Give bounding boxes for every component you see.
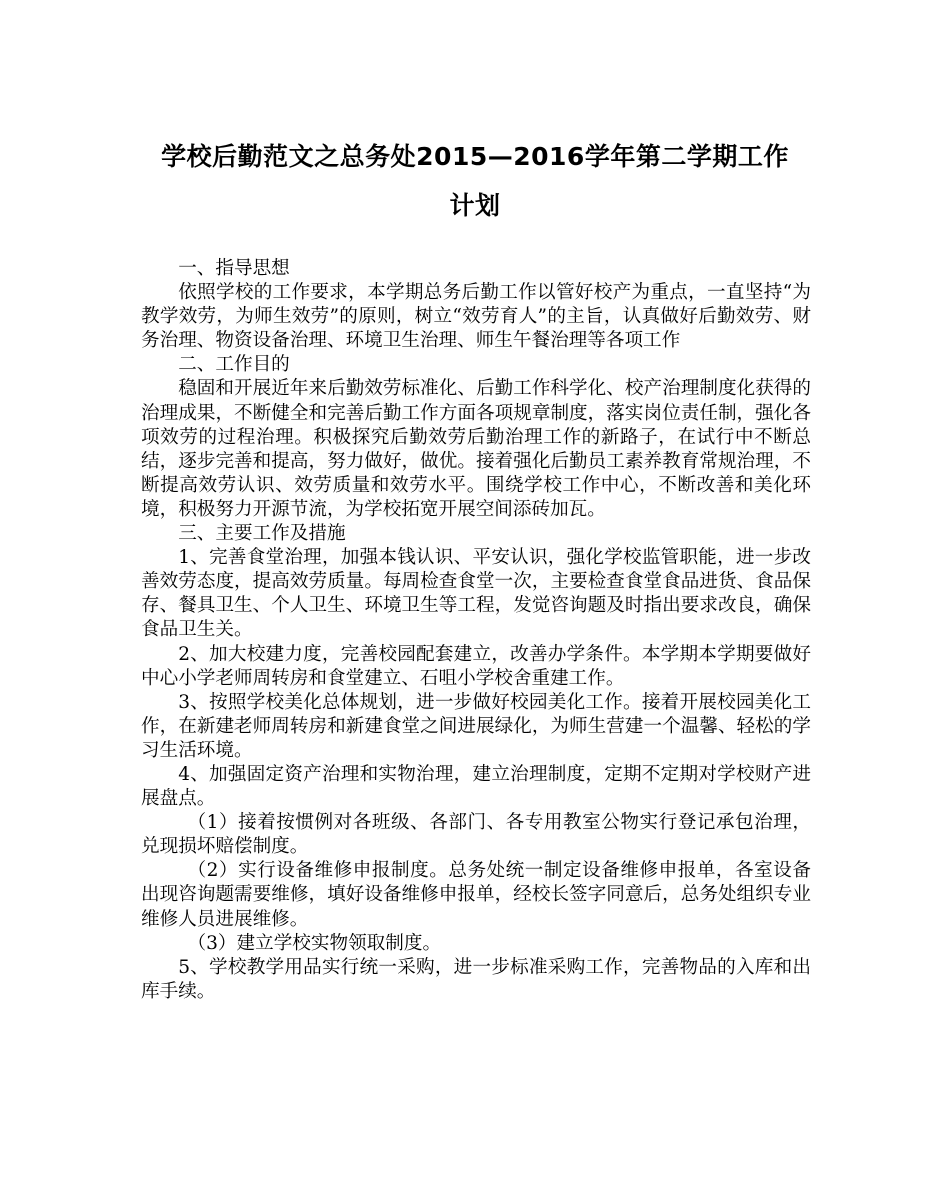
section-heading-guiding-idea: 一、指导思想 bbox=[178, 258, 290, 279]
title-line-1: 学校后勤范文之总务处2015—2016学年第二学期工作 bbox=[161, 142, 789, 171]
paragraph-guiding-idea: 依照学校的工作要求，本学期总务后勤工作以管好校产为重点，一直坚持“为教学效劳，为师生效劳”的原则，树立“效劳育人”的主旨，认真做好后勤效劳、财务治理、物资设备治理、环境卫生治理、师生午餐治理等各项工作 bbox=[141, 282, 811, 352]
paragraph-item-2: 2、加大校建力度，完善校园配套建立，改善办学条件。本学期本学期要做好中心小学老师周转房和食堂建立、石咀小学校舍重建工作。 bbox=[141, 643, 811, 689]
document-body bbox=[141, 257, 811, 1004]
paragraph-work-goal: 稳固和开展近年来后勤效劳标准化、后勤工作科学化、校产治理制度化获得的治理成果，不断健全和完善后勤工作方面各项规章制度，落实岗位责任制，强化各项效劳的过程治理。积极探究后勤效劳后勤治理工作的新路子，在试行中不断总结，逐步完善和提高，努力做好，做优。接着强化后勤员工素养教育常规治理，不断提高效劳认识、效劳质量和效劳水平。围绕学校工作中心，不断改善和美化环境，积极努力开源节流，为学校拓宽开展空间添砖加瓦。 bbox=[141, 378, 811, 520]
paragraph-item-5: 5、学校教学用品实行统一采购，进一步标准采购工作，完善物品的入库和出库手续。 bbox=[141, 956, 811, 1002]
section-heading-work-goal: 二、工作目的 bbox=[178, 354, 290, 376]
section-heading-main-work: 三、主要工作及措施 bbox=[178, 523, 346, 545]
document-title bbox=[0, 132, 950, 230]
title-line-2: 计划 bbox=[449, 191, 501, 220]
paragraph-item-1: 1、完善食堂治理，加强本钱认识、平安认识，强化学校监管职能，进一步改善效劳态度，提高效劳质量。每周检查食堂一次，主要检查食堂食品进货、食品保存、餐具卫生、个人卫生、环境卫生等工程，发觉咨询题及时指出要求改良，确保食品卫生关。 bbox=[141, 547, 811, 641]
paragraph-subitem-2: （2）实行设备维修申报制度。总务处统一制定设备维修申报单，各室设备出现咨询题需要维修，填好设备维修申报单，经校长签字同意后，总务处组织专业维修人员进展维修。 bbox=[141, 860, 811, 930]
paragraph-subitem-3: （3）建立学校实物领取制度。 bbox=[187, 932, 442, 954]
paragraph-item-3: 3、按照学校美化总体规划，进一步做好校园美化工作。接着开展校园美化工作，在新建老师周转房和新建食堂之间进展绿化，为师生营建一个温馨、轻松的学习生活环境。 bbox=[141, 691, 811, 761]
paragraph-item-4: 4、加强固定资产治理和实物治理，建立治理制度，定期不定期对学校财产进展盘点。 bbox=[141, 763, 811, 810]
paragraph-subitem-1: （1）接着按惯例对各班级、各部门、各专用教室公物实行登记承包治理，兑现损坏赔偿制度。 bbox=[141, 812, 811, 858]
